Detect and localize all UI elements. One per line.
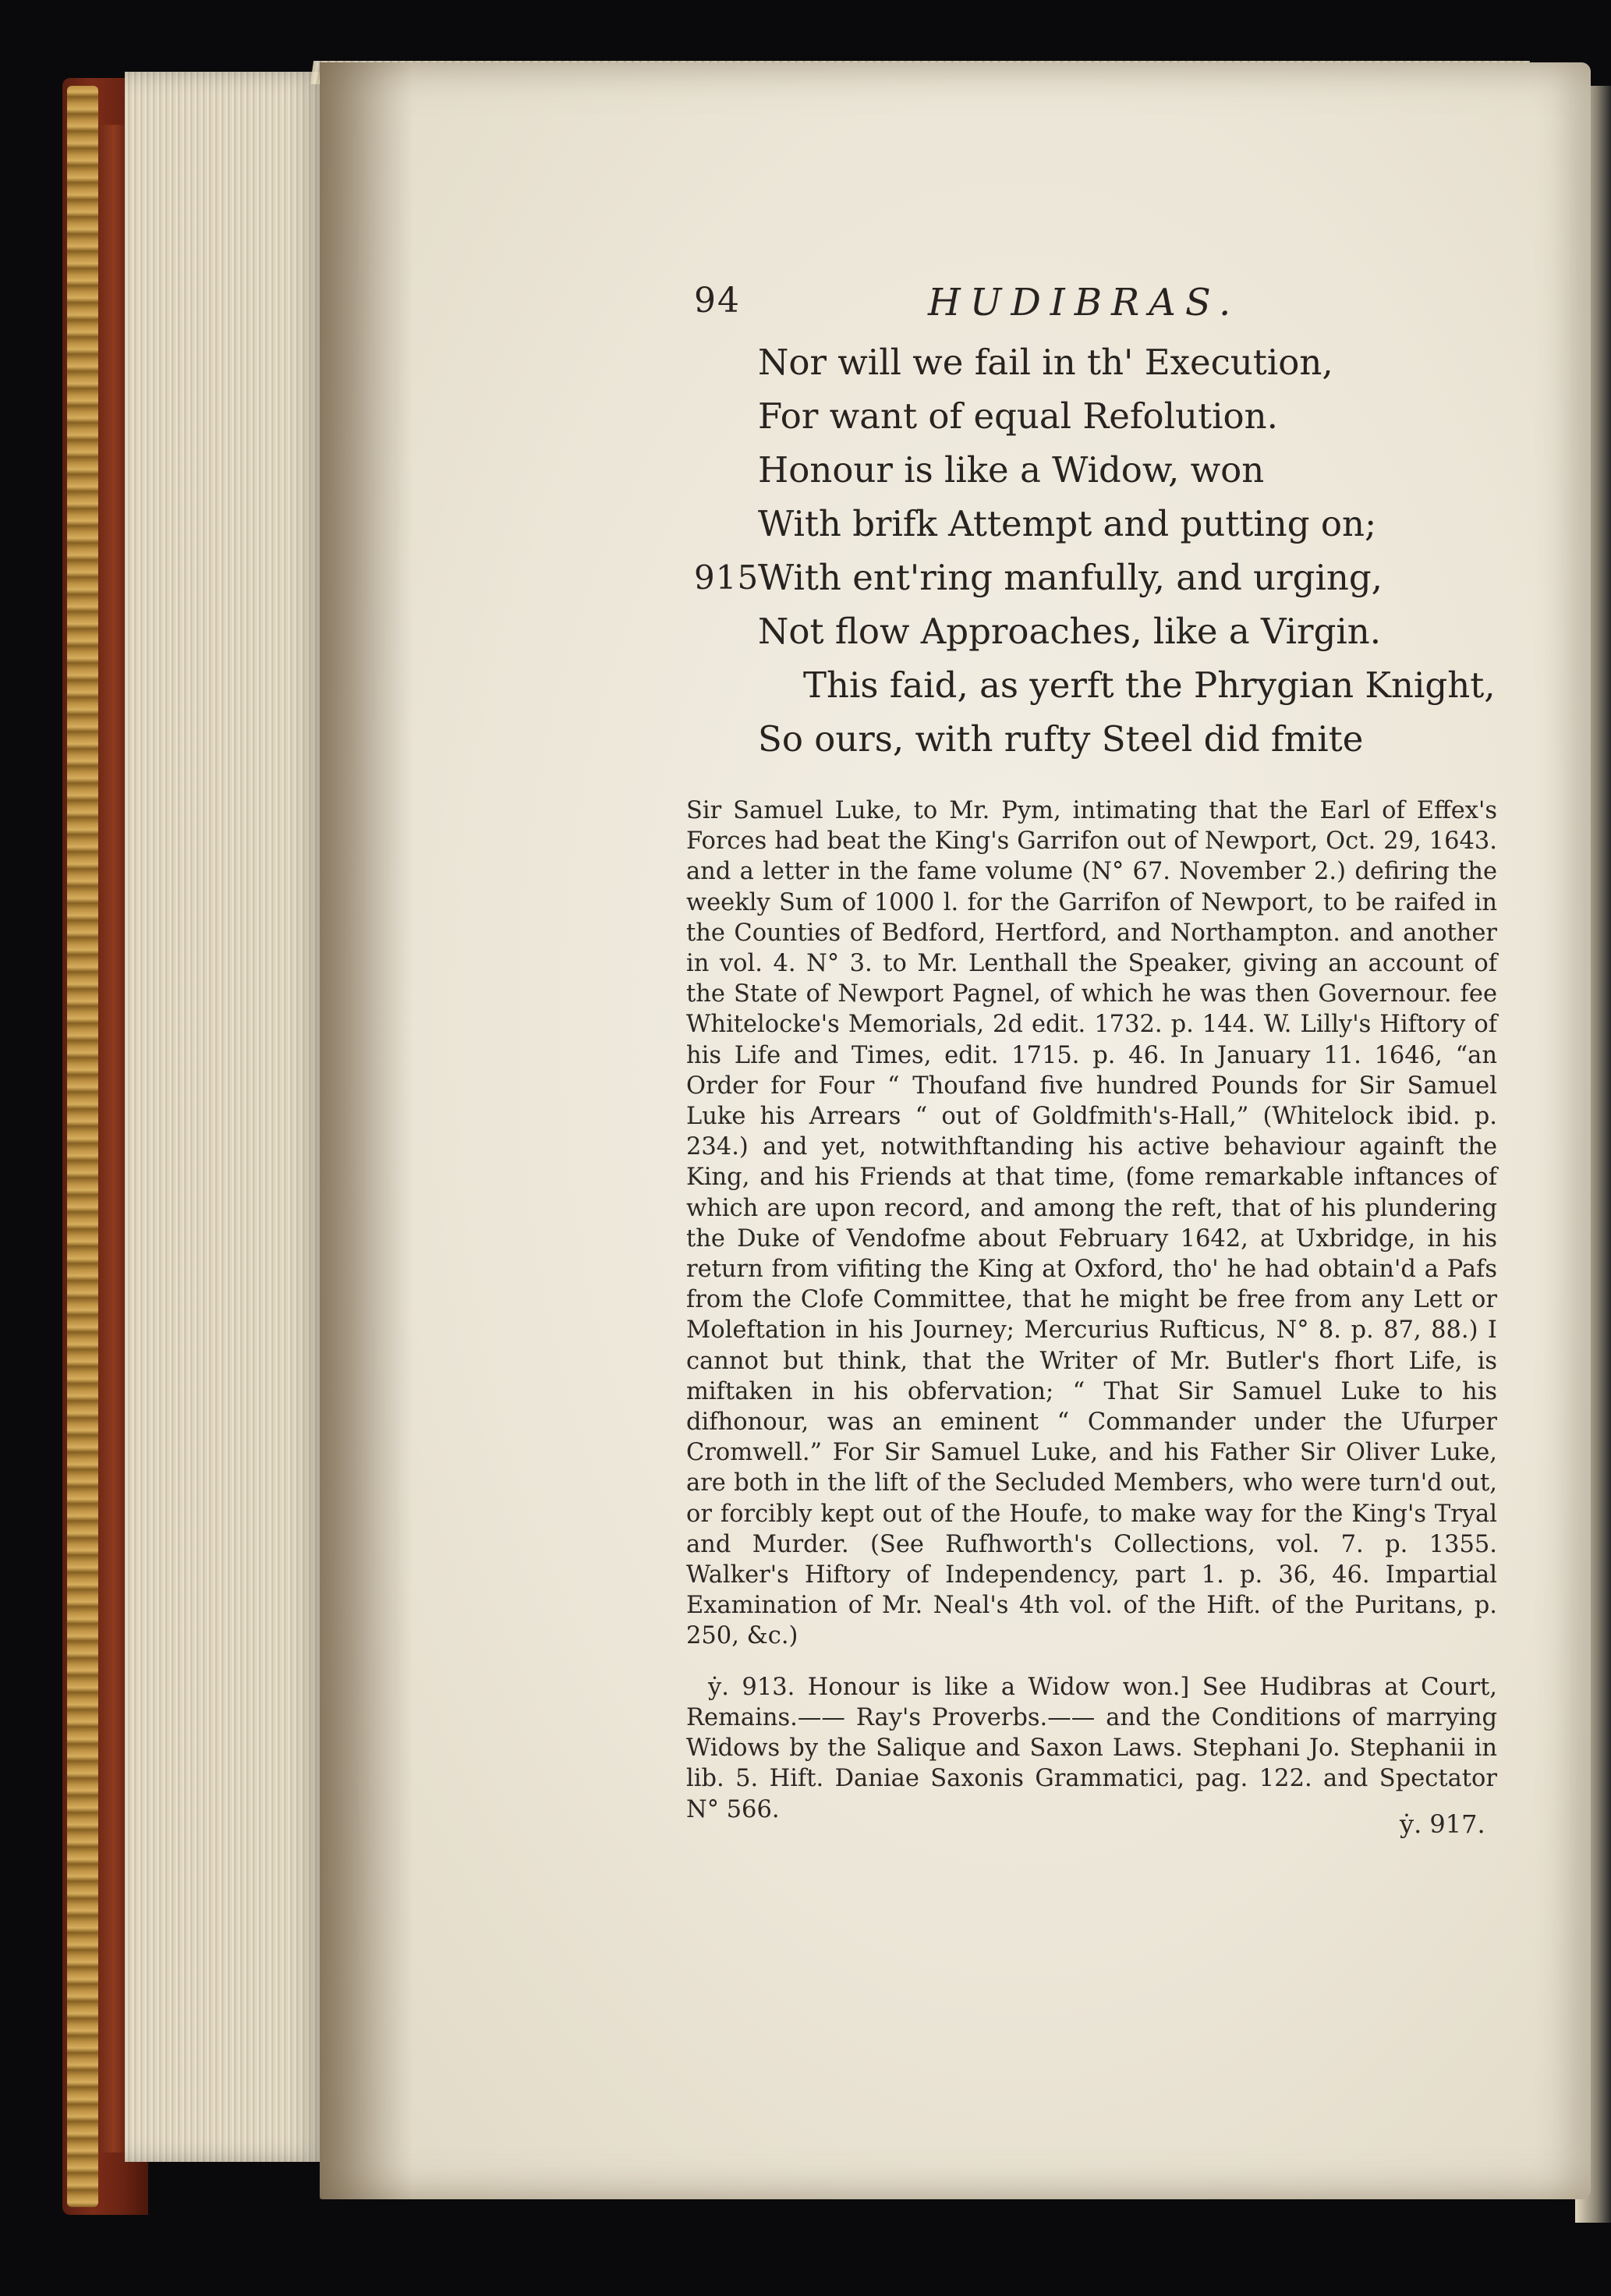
verse-text: With brifk Attempt and putting on;	[758, 503, 1377, 544]
gutter-shadow	[320, 62, 413, 2199]
running-title: HUDIBRAS.	[928, 281, 1241, 324]
gilt-border	[67, 86, 98, 2207]
verse-text: Honour is like a Widow, won	[758, 449, 1265, 491]
verse-line	[671, 658, 1513, 712]
catchword: ẏ. 917.	[1400, 1809, 1485, 1839]
verse-line	[671, 712, 1513, 766]
page-edges-left	[125, 72, 328, 2162]
footnote-paragraph: Sir Samuel Luke, to Mr. Pym, intimating that the Earl of Effex's Forces had beat the King's Garrifon out of Newport, Oct. 29, 1643. and a letter in the fame volume (N° 67. November 2.) defiring the weekly Sum of 1000 l. for the Garrifon of Newport, to be raifed in the Counties of Bedford, Hertford, and Northampton. and another in vol. 4. N° 3. to Mr. Lenthall the Speaker, giving an account of the State of Newport Pagnel, of which he was then Governour. fee Whitelocke's Memorials, 2d edit. 1732. p. 144. W. Lilly's Hiftory of his Life and Times, edit. 1715. p. 46. In January 11. 1646, “an Order for Four “ Thoufand five hundred Pounds for Sir Samuel Luke his Arrears “ out of Goldfmith's-Hall,” (Whitelock ibid. p. 234.) and yet, notwithftanding his active behaviour againft the King, and his Friends at that time, (fome remarkable inftances of which are upon record, and among the reft, that of his plundering the Duke of Vendofme about February 1642, at Uxbridge, in his return from vifiting the King at Oxford, tho' he had obtain'd a Pafs from the Clofe Committee, that he might be free from any Lett or Moleftation in his Journey; Mercurius Rufticus, N° 8. p. 87, 88.) I cannot but think, that the Writer of Mr. Butler's fhort Life, is miftaken in his obfervation; “ That Sir Samuel Luke to his difhonour, was an eminent “ Commander under the Ufurper Cromwell.” For Sir Samuel Luke, and his Father Sir Oliver Luke, are both in the lift of the Secluded Members, who were turn'd out, or forcibly kept out of the Houfe, to make way for the King's Tryal and Murder. (See Rufhworth's Collections, vol. 7. p. 1355. Walker's Hiftory of Independency, part 1. p. 36, 46. Impartial Examination of Mr. Neal's 4th vol. of the Hift. of the Puritans, p. 250, &c.)	[686, 797, 1497, 1650]
verse-line	[671, 335, 1513, 389]
running-head	[671, 281, 1513, 335]
verse-line	[671, 604, 1513, 658]
footnote-paragraph: ẏ. 913. Honour is like a Widow won.] See Hudibras at Court, Remains.—— Ray's Proverbs.—— and the Conditions of marrying Widows by the Salique and Saxon Laws. Stephani Jo. Stephanii in lib. 5. Hift. Daniae Saxonis Grammatici, pag. 122. and Spectator N° 566.	[686, 1673, 1497, 1823]
line-number: 915	[694, 558, 759, 597]
verse-block	[671, 281, 1513, 766]
verse-text: This faid, as yerft the Phrygian Knight,	[803, 664, 1496, 706]
verse-lines	[671, 335, 1513, 766]
verse-line	[671, 389, 1513, 443]
verse-line	[671, 443, 1513, 497]
verse-line	[671, 551, 1513, 604]
verse-text: With ent'ring manfully, and urging,	[758, 557, 1383, 598]
verse-text: For want of equal Refolution.	[758, 395, 1278, 437]
verse-line	[671, 497, 1513, 551]
verse-text: Nor will we fail in th' Execution,	[758, 342, 1333, 383]
verse-text: Not flow Approaches, like a Virgin.	[758, 611, 1382, 652]
page-number: 94	[694, 281, 741, 321]
verse-text: So ours, with rufty Steel did fmite	[758, 718, 1364, 760]
footnotes	[686, 795, 1497, 1845]
